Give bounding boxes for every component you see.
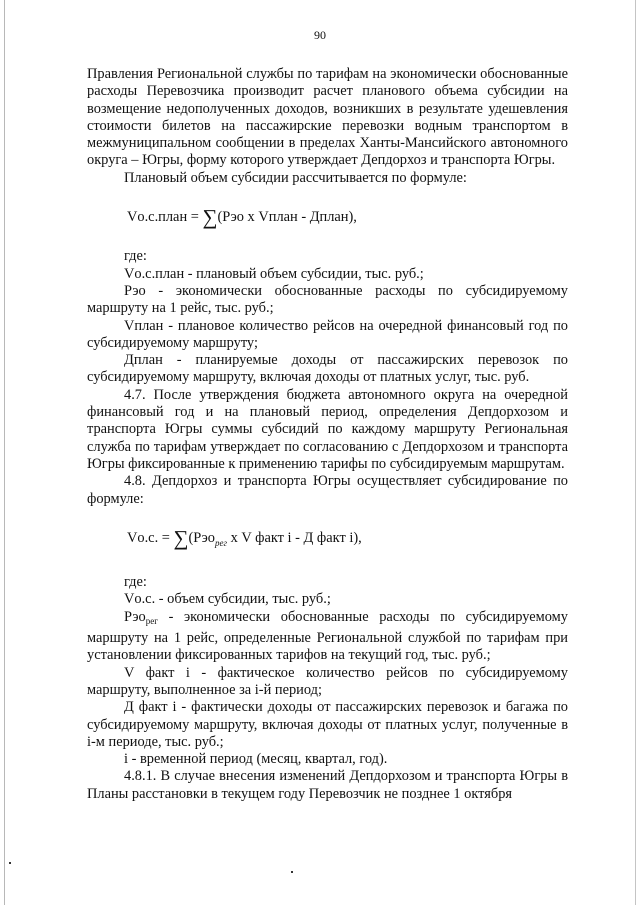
sum-symbol: ∑ bbox=[202, 205, 218, 230]
paragraph-4-8-1: 4.8.1. В случае внесения изменений Депдорхозом и транспорта Югры в Планы расстановки в текущем году Перевозчик не позднее 1 октября bbox=[87, 768, 568, 802]
formula-plan bbox=[127, 205, 568, 230]
formula-subsidy-left: Vо.с. = bbox=[127, 529, 174, 546]
definition-dplan: Дплан - планируемые доходы от пассажирских перевозок по субсидируемому маршруту, включая доходы от платных услуг, тыс. руб. bbox=[87, 352, 568, 386]
formula-plan-left: Vо.с.план = bbox=[127, 209, 203, 226]
formula-subsidy-mid: (Рэо bbox=[188, 529, 215, 546]
scan-speck bbox=[9, 862, 11, 864]
formula-plan-right: (Рэо х Vплан - Дплан), bbox=[217, 209, 357, 226]
reo-tail: - экономически обоснованные расходы по субсидируемому маршруту на 1 рейс, определенные Региональной службой по тарифам при установлении фиксированных тарифов на текущий год, тыс. руб.; bbox=[87, 608, 568, 664]
where-label-1: где: bbox=[124, 248, 147, 265]
paragraph-4-7: 4.7. После утверждения бюджета автономного округа на очередной финансовый год и на плановый период, определения Депдорхозом и транспорта Югры суммы субсидий по каждому маршруту Региональная служба по тарифам утверждает по согласованию с Депдорхозом и транспорта Югры фиксированные к применению тарифы по субсидируемым маршрутам. bbox=[87, 386, 568, 472]
document-body bbox=[87, 66, 568, 803]
formula-subsidy-right: х V факт i - Д факт i), bbox=[227, 529, 362, 546]
definition-dfact: Д факт i - фактически доходы от пассажирских перевозок и багажа по субсидируемому маршруту, включая доходы от платных услуг, полученные в i-м периоде, тыс. руб.; bbox=[87, 699, 568, 750]
definition-reo-reg bbox=[87, 609, 568, 665]
reo-head: Рэо bbox=[124, 608, 146, 625]
page-number: 90 bbox=[314, 28, 326, 42]
definition-vos: Vо.с. - объем субсидии, тыс. руб.; bbox=[124, 591, 331, 608]
definition-vplan: Vплан - плановое количество рейсов на очередной финансовый год по субсидируемому маршруту; bbox=[87, 317, 568, 351]
definition-reo: Рэо - экономически обоснованные расходы по субсидируемому маршруту на 1 рейс, тыс. руб.; bbox=[87, 282, 568, 317]
paragraph-4-8: 4.8. Депдорхоз и транспорта Югры осуществляет субсидирование по формуле: bbox=[87, 473, 568, 507]
reo-subscript: рег bbox=[145, 615, 158, 626]
scan-edge-right bbox=[635, 0, 636, 905]
paragraph-continuation: Правления Региональной службы по тарифам на экономически обоснованные расходы Перевозчика производит расчет планового объема субсидии на возмещение недополученных доходов, возникших в результате удешевления стоимости билетов на пассажирские перевозки водным транспортом в межмуниципальном сообщении в пределах Ханты-Мансийского автономного округа – Югры, форму которого утверждает Депдорхоз и транспорта Югры. bbox=[87, 66, 568, 169]
where-label-2: где: bbox=[124, 574, 147, 591]
definition-vfact: V факт i - фактическое количество рейсов по субсидируемому маршруту, выполненное за i-й период; bbox=[87, 664, 568, 698]
formula-subsidy-subscript: рег bbox=[215, 537, 228, 548]
scan-speck bbox=[291, 871, 293, 873]
formula-subsidy bbox=[127, 525, 568, 552]
plan-formula-intro: Плановый объем субсидии рассчитывается по формуле: bbox=[124, 169, 467, 186]
definition-vos-plan: Vо.с.план - плановый объем субсидии, тыс. руб.; bbox=[124, 265, 424, 282]
sum-symbol: ∑ bbox=[173, 525, 189, 550]
scan-edge-left bbox=[4, 0, 5, 905]
definition-i: i - временной период (месяц, квартал, год). bbox=[124, 751, 388, 768]
